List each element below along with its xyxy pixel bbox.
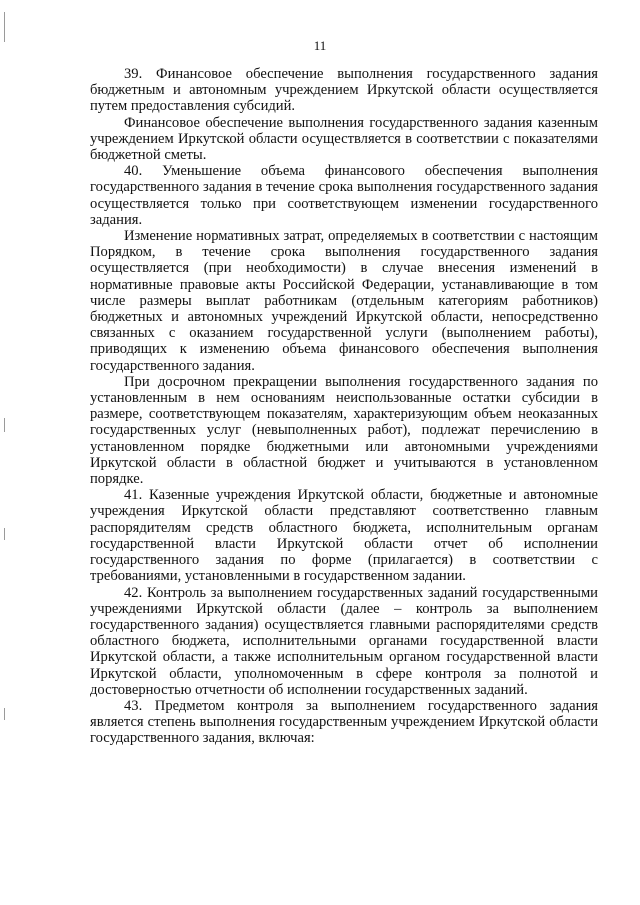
paragraph-39-continued: Финансовое обеспечение выполнения государственного задания казенным учреждением Иркутской области осуществляется в соответствии с показателями бюджетной сметы.: [90, 114, 598, 164]
paragraph-40: 40. Уменьшение объема финансового обеспечения выполнения государственного задания в течение срока выполнения государственного задания осуществляется только при соответствующем изменении государственного задания.: [90, 163, 598, 228]
paragraph-40-normative-costs: Изменение нормативных затрат, определяемых в соответствии с настоящим Порядком, в течение срока выполнения государственного задания осуществляется (при необходимости) в случае внесения изменений в нормативные правовые акты Российской Федерации, устанавливающие в том числе размеры выплат работникам (отдельным категориям работников) бюджетных и автономных учреждений Иркутской области, непосредственно связанных с оказанием государственной услуги (выполнением работы), приводящих к изменению объема финансового обеспечения выполнения государственного задания.: [90, 228, 598, 374]
paragraph-43: 43. Предметом контроля за выполнением государственного задания является степень выполнения государственным учреждением Иркутской области государственного задания, включая:: [90, 697, 598, 747]
paragraph-39: 39. Финансовое обеспечение выполнения государственного задания бюджетным и автономным учреждением Иркутской области осуществляется путем предоставления субсидий.: [90, 66, 598, 115]
document-body: [90, 66, 598, 747]
paragraph-40-early-termination: При досрочном прекращении выполнения государственного задания по установленным в нем основаниям неиспользованные остатки субсидии в размере, соответствующем показателям, характеризующим объем неоказанных государственных услуг (невыполненных работ), подлежат перечислению в установленном порядке бюджетными или автономными учреждениями Иркутской области в областной бюджет и учитываются в установленном порядке.: [90, 373, 598, 488]
scan-edge-mark: [4, 528, 5, 540]
page-number: 11: [313, 38, 327, 53]
scan-edge-mark: [4, 418, 5, 432]
paragraph-42: 42. Контроль за выполнением государственных заданий государственными учреждениями Иркутской области (далее – контроль за выполнением государственного задания) осуществляется главными распорядителями средств областного бюджета, исполнительными органами государственной власти Иркутской области, а также исполнительным органом государственной власти Иркутской области, уполномоченным в сфере контроля за полнотой и достоверностью отчетности об исполнении государственных заданий.: [90, 584, 598, 698]
paragraph-41: 41. Казенные учреждения Иркутской области, бюджетные и автономные учреждения Иркутской области представляют соответственно главным распорядителям средств областного бюджета, исполнительным органам государственной власти Иркутской области отчет об исполнении государственного задания по форме (прилагается) в соответствии с требованиями, установленными в государственном задании.: [90, 487, 598, 585]
scan-edge-mark: [4, 708, 5, 720]
